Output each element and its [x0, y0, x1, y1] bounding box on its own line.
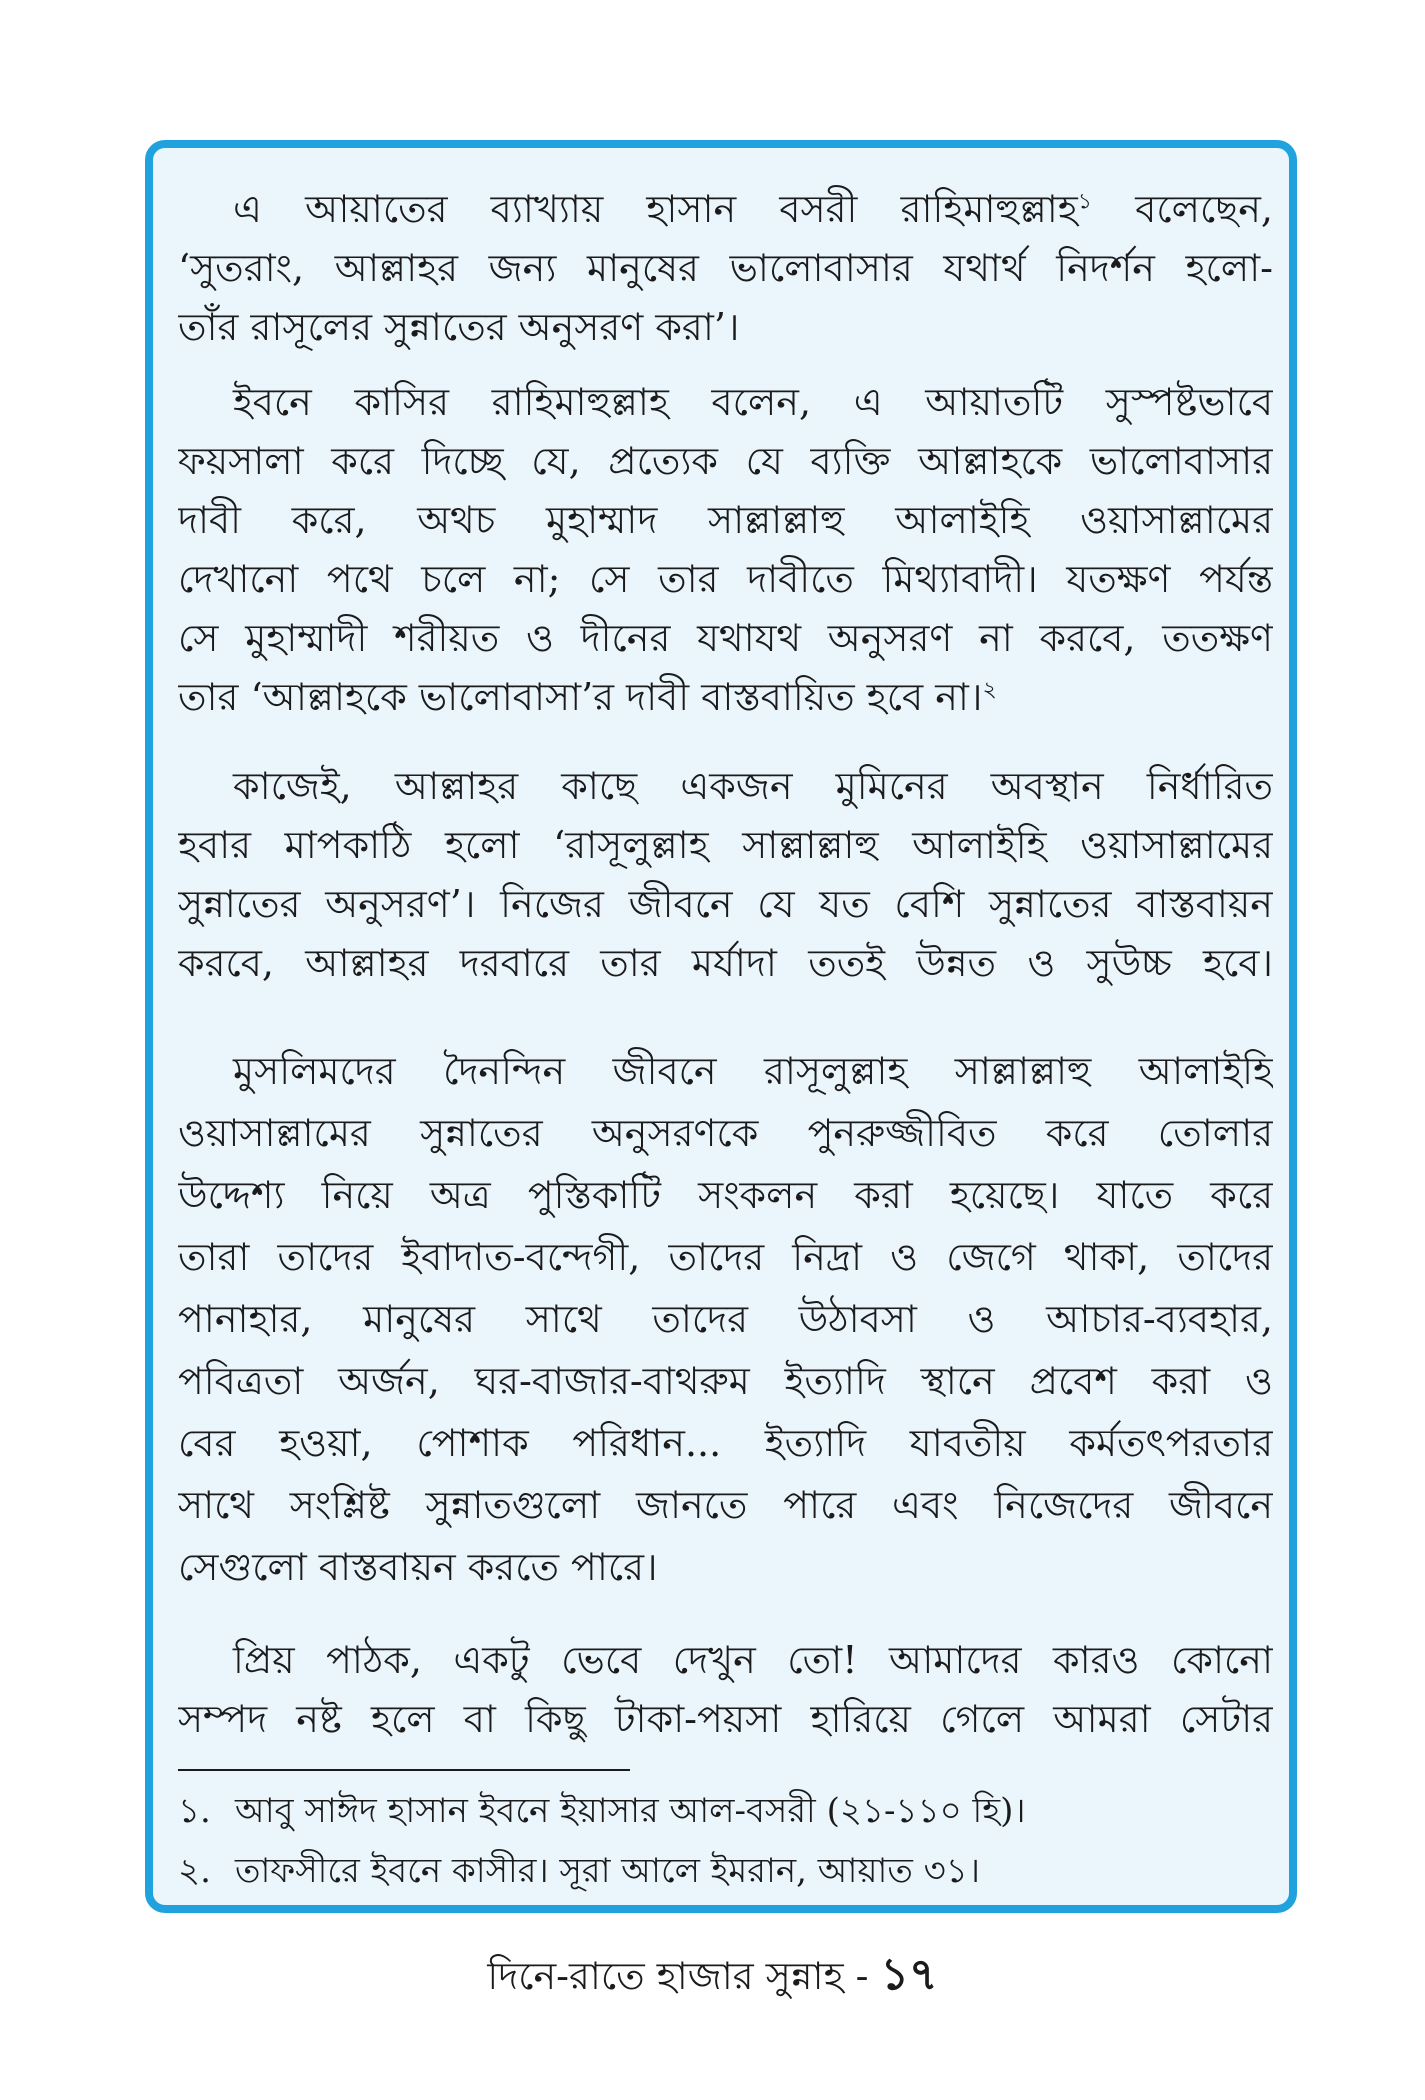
text-segment: এ আয়াতের ব্যাখ্যায় হাসান বসরী রাহিমাহুল্লাহ: [233, 187, 1078, 231]
text-line: সুন্নাতের অনুসরণ’। নিজের জীবনে যে যত বেশি সুন্নাতের বাস্তবায়ন: [178, 882, 1273, 926]
footnote-text: আবু সাঈদ হাসান ইবনে ইয়াসার আল-বসরী (২১-১১০ হি)।: [235, 1791, 1026, 1831]
text-line: দেখানো পথে চলে না; সে তার দাবীতে মিথ্যাবাদী। যতক্ষণ পর্যন্ত: [178, 557, 1273, 601]
text-line: ইবনে কাসির রাহিমাহুল্লাহ বলেন, এ আয়াতটি সুস্পষ্টভাবে: [233, 380, 1273, 424]
text-line: সে মুহাম্মাদী শরীয়ত ও দীনের যথাযথ অনুসরণ না করবে, ততক্ষণ: [178, 616, 1273, 660]
text-line: সাথে সংশ্লিষ্ট সুন্নাতগুলো জানতে পারে এবং নিজেদের জীবনে: [178, 1483, 1273, 1527]
text-line: মুসলিমদের দৈনন্দিন জীবনে রাসূলুল্লাহ সাল্লাল্লাহু আলাইহি: [233, 1049, 1273, 1093]
footnote: [178, 1781, 1273, 1841]
text-line: প্রিয় পাঠক, একটু ভেবে দেখুন তো! আমাদের কারও কোনো: [233, 1638, 1273, 1682]
text-line: কাজেই, আল্লাহর কাছে একজন মুমিনের অবস্থান নির্ধারিত: [233, 764, 1273, 808]
footnote-marker: ২.: [178, 1851, 211, 1891]
page-number: ১৭: [880, 1949, 938, 2000]
text-line: সেগুলো বাস্তবায়ন করতে পারে।: [178, 1545, 658, 1589]
paragraph: [178, 1040, 1273, 1598]
text-segment: তার ‘আল্লাহকে ভালোবাসা’র দাবী বাস্তবায়িত হবে না।: [178, 675, 983, 719]
footnote: [178, 1841, 1273, 1901]
footnote-ref: ২: [982, 677, 997, 703]
text-line: হবার মাপকাঠি হলো ‘রাসূলুল্লাহ সাল্লাল্লাহু আলাইহি ওয়াসাল্লামের: [178, 823, 1273, 867]
footnote-divider: [178, 1769, 630, 1771]
text-line: উদ্দেশ্য নিয়ে অত্র পুস্তিকাটি সংকলন করা হয়েছে। যাতে করে: [178, 1173, 1273, 1217]
text-line: বের হওয়া, পোশাক পরিধান... ইত্যাদি যাবতীয় কর্মতৎপরতার: [178, 1421, 1273, 1465]
text-line: তারা তাদের ইবাদাত-বন্দেগী, তাদের নিদ্রা ও জেগে থাকা, তাদের: [178, 1235, 1273, 1279]
text-line: [178, 180, 1273, 239]
text-line: ‘সুতরাং, আল্লাহর জন্য মানুষের ভালোবাসার যথার্থ নিদর্শন হলো-: [178, 246, 1273, 290]
text-line: সম্পদ নষ্ট হলে বা কিছু টাকা-পয়সা হারিয়ে গেলে আমরা সেটার: [178, 1697, 1273, 1741]
text-line: পবিত্রতা অর্জন, ঘর-বাজার-বাথরুম ইত্যাদি স্থানে প্রবেশ করা ও: [178, 1359, 1273, 1403]
page-footer: [0, 1945, 1425, 2005]
text-segment: বলেছেন,: [1092, 187, 1273, 231]
text-line: পানাহার, মানুষের সাথে তাদের উঠাবসা ও আচার-ব্যবহার,: [178, 1297, 1273, 1341]
footnote-ref: ১: [1077, 189, 1093, 215]
text-line: ফয়সালা করে দিচ্ছে যে, প্রত্যেক যে ব্যক্তি আল্লাহকে ভালোবাসার: [178, 439, 1273, 483]
text-line: করবে, আল্লাহর দরবারে তার মর্যাদা ততই উন্নত ও সুউচ্চ হবে।: [178, 941, 1273, 985]
paragraph: [178, 757, 1273, 993]
text-line: দাবী করে, অথচ মুহাম্মাদ সাল্লাল্লাহু আলাইহি ওয়াসাল্লামের: [178, 498, 1273, 542]
paragraph: [178, 180, 1273, 357]
text-line: [178, 668, 1273, 727]
text-box: [145, 140, 1297, 1913]
footnotes: [178, 1781, 1273, 1901]
footnote-marker: ১.: [178, 1791, 211, 1831]
paragraph: [178, 373, 1273, 727]
book-title: দিনে-রাতে হাজার সুন্নাহ -: [487, 1954, 869, 1998]
text-line: তাঁর রাসূলের সুন্নাতের অনুসরণ করা’।: [178, 305, 740, 349]
paragraph: [178, 1631, 1273, 1749]
text-line: ওয়াসাল্লামের সুন্নাতের অনুসরণকে পুনরুজ্জীবিত করে তোলার: [178, 1111, 1273, 1155]
footnote-text: তাফসীরে ইবনে কাসীর। সূরা আলে ইমরান, আয়াত ৩১।: [235, 1851, 980, 1891]
